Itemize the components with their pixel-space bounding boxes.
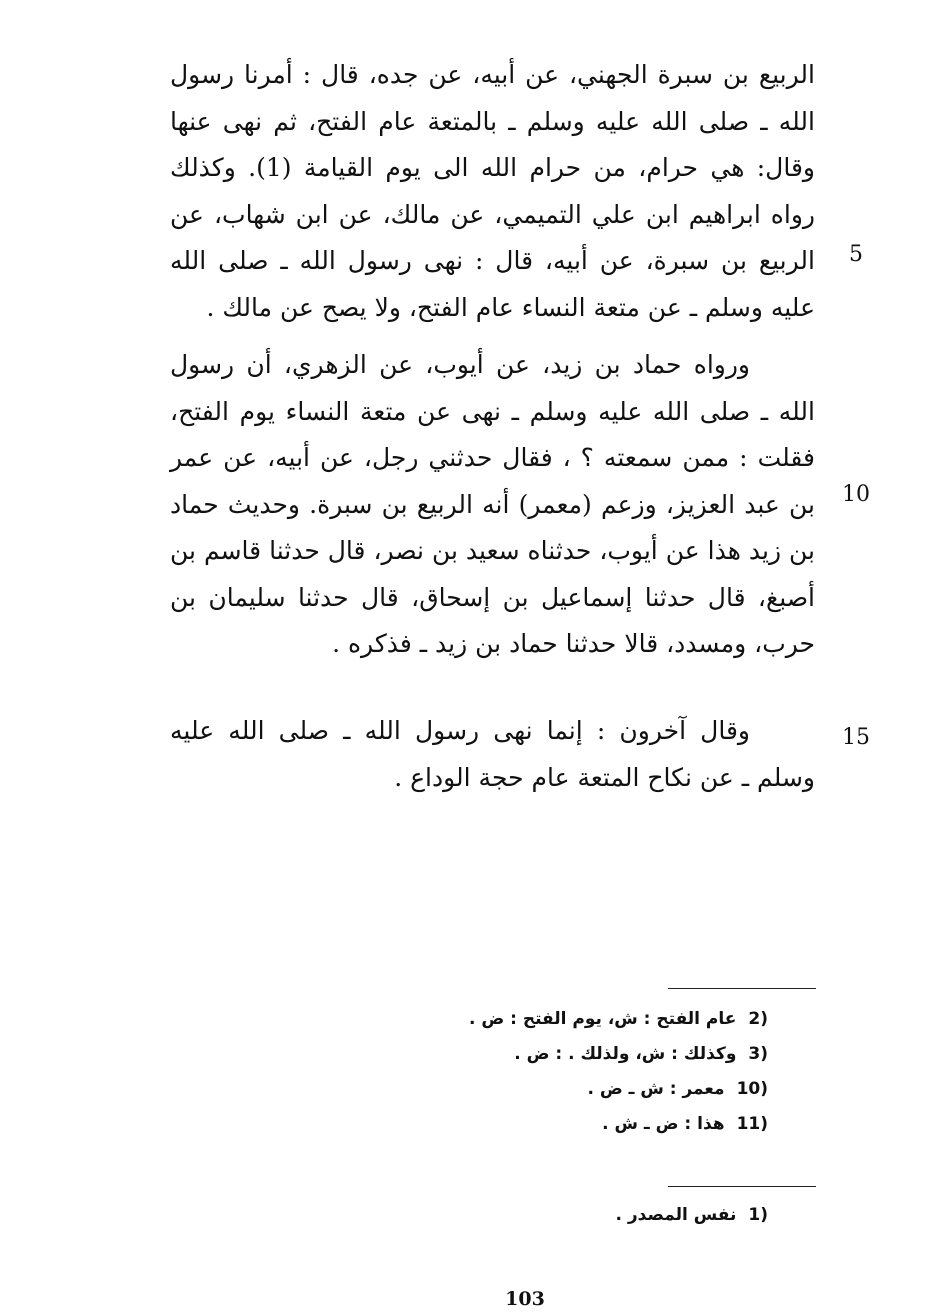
footnote — [380, 1198, 768, 1233]
note-number: 2) — [748, 1009, 768, 1029]
note-text: عام الفتح : ش، يوم الفتح : ض . — [468, 1009, 737, 1029]
variant-notes-rule — [668, 988, 816, 989]
footnotes — [380, 1198, 768, 1233]
variant-note — [380, 1107, 768, 1142]
line-number-15: 15 — [842, 725, 870, 750]
paragraph-2-block — [170, 342, 815, 668]
paragraph-1: الربيع بن سبرة الجهني، عن أبيه، عن جده، قال : أمرنا رسول الله ـ صلى الله عليه وسلم ـ بالمتعة عام الفتح، ثم نهى عنها وقال: هي حرام، من حرام الله الى يوم القيامة (1). وكذلك رواه ابراهيم ابن علي التميمي، عن مالك، عن ابن شهاب، عن الربيع بن سبرة، عن أبيه، قال : نهى رسول الله ـ صلى الله عليه وسلم ـ عن متعة النساء عام الفتح، ولا يصح عن مالك . — [170, 60, 815, 322]
variant-note — [380, 1037, 768, 1072]
paragraph-3: وقال آخرون : إنما نهى رسول الله ـ صلى الله عليه وسلم ـ عن نكاح المتعة عام حجة الوداع . — [170, 716, 815, 792]
note-number: 11) — [736, 1114, 768, 1134]
footnotes-rule — [668, 1186, 816, 1187]
footnote-text: نفس المصدر . — [615, 1205, 737, 1225]
note-text: هذا : ض ـ ش . — [602, 1114, 725, 1134]
line-number-5: 5 — [849, 242, 863, 267]
footnote-number: 1) — [748, 1205, 768, 1225]
variant-note — [380, 1002, 768, 1037]
note-number: 10) — [736, 1079, 768, 1099]
note-number: 3) — [748, 1044, 768, 1064]
page-number: 103 — [505, 1288, 545, 1310]
paragraph-1-block — [170, 52, 815, 331]
note-text: وكذلك : ش، ولذلك . : ض . — [514, 1044, 737, 1064]
variant-note — [380, 1072, 768, 1107]
paragraph-2: ورواه حماد بن زيد، عن أيوب، عن الزهري، أن رسول الله ـ صلى الله عليه وسلم ـ نهى عن متعة النساء يوم الفتح، فقلت : ممن سمعته ؟ ، فقال حدثني رجل، عن أبيه، عن عمر بن عبد العزيز، وزعم (معمر) أنه الربيع بن سبرة. وحديث حماد بن زيد هذا عن أيوب، حدثناه سعيد بن نصر، قال حدثنا قاسم بن أصبغ، قال حدثنا إسماعيل بن إسحاق، قال حدثنا سليمان بن حرب، ومسدد، قالا حدثنا حماد بن زيد ـ فذكره . — [170, 350, 815, 658]
note-text: معمر : ش ـ ض . — [587, 1079, 725, 1099]
variant-notes — [380, 1002, 768, 1142]
line-number-10: 10 — [842, 482, 870, 507]
paragraph-3-block — [170, 708, 815, 801]
